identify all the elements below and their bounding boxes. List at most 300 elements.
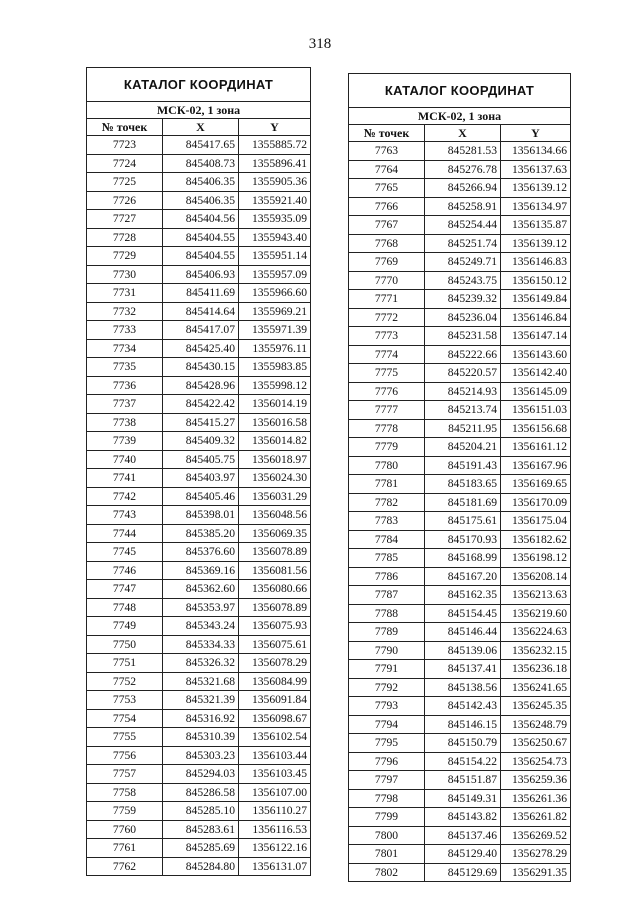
- x-coordinate-cell: 845417.65: [163, 136, 239, 155]
- point-number-cell: 7786: [349, 567, 425, 586]
- table-row: [349, 715, 571, 734]
- table-row: [87, 432, 311, 451]
- x-coordinate-cell: 845430.15: [163, 358, 239, 377]
- table-row: [87, 654, 311, 673]
- table-row: [87, 598, 311, 617]
- y-coordinate-cell: 1356156.68: [501, 419, 571, 438]
- y-coordinate-cell: 1356080.66: [239, 580, 311, 599]
- y-coordinate-cell: 1356078.89: [239, 543, 311, 562]
- y-coordinate-cell: 1356236.18: [501, 660, 571, 679]
- table-row: [87, 154, 311, 173]
- y-coordinate-cell: 1356091.84: [239, 691, 311, 710]
- y-coordinate-cell: 1355935.09: [239, 210, 311, 229]
- table-row: [349, 234, 571, 253]
- x-coordinate-cell: 845406.93: [163, 265, 239, 284]
- x-coordinate-cell: 845404.55: [163, 247, 239, 266]
- y-coordinate-cell: 1355969.21: [239, 302, 311, 321]
- y-coordinate-cell: 1356167.96: [501, 456, 571, 475]
- x-coordinate-cell: 845403.97: [163, 469, 239, 488]
- point-number-cell: 7729: [87, 247, 163, 266]
- table-row: [349, 216, 571, 235]
- point-number-cell: 7744: [87, 524, 163, 543]
- table-row: [87, 839, 311, 858]
- table-row: [87, 173, 311, 192]
- y-coordinate-cell: 1356110.27: [239, 802, 311, 821]
- x-coordinate-cell: 845139.06: [425, 641, 501, 660]
- x-coordinate-cell: 845150.79: [425, 734, 501, 753]
- y-coordinate-cell: 1356232.15: [501, 641, 571, 660]
- point-number-cell: 7736: [87, 376, 163, 395]
- y-coordinate-cell: 1356147.14: [501, 327, 571, 346]
- x-coordinate-cell: 845138.56: [425, 678, 501, 697]
- x-coordinate-cell: 845334.33: [163, 635, 239, 654]
- x-coordinate-cell: 845310.39: [163, 728, 239, 747]
- point-number-cell: 7798: [349, 789, 425, 808]
- y-coordinate-cell: 1356134.66: [501, 142, 571, 161]
- x-coordinate-cell: 845398.01: [163, 506, 239, 525]
- x-coordinate-cell: 845129.40: [425, 845, 501, 864]
- x-coordinate-cell: 845239.32: [425, 290, 501, 309]
- point-number-cell: 7778: [349, 419, 425, 438]
- table-row: [349, 475, 571, 494]
- x-coordinate-cell: 845266.94: [425, 179, 501, 198]
- x-coordinate-cell: 845408.73: [163, 154, 239, 173]
- point-number-cell: 7773: [349, 327, 425, 346]
- catalog-zone: МСК-02, 1 зона: [349, 108, 571, 125]
- x-coordinate-cell: 845276.78: [425, 160, 501, 179]
- catalog-zone: МСК-02, 1 зона: [87, 102, 311, 119]
- table-row: [349, 493, 571, 512]
- y-coordinate-cell: 1355983.85: [239, 358, 311, 377]
- point-number-cell: 7774: [349, 345, 425, 364]
- x-coordinate-cell: 845170.93: [425, 530, 501, 549]
- x-coordinate-cell: 845326.32: [163, 654, 239, 673]
- table-row: [87, 469, 311, 488]
- table-row: [349, 438, 571, 457]
- y-coordinate-cell: 1356261.36: [501, 789, 571, 808]
- point-number-cell: 7756: [87, 746, 163, 765]
- point-number-cell: 7797: [349, 771, 425, 790]
- table-row: [87, 617, 311, 636]
- y-coordinate-cell: 1356078.29: [239, 654, 311, 673]
- point-number-cell: 7765: [349, 179, 425, 198]
- x-coordinate-cell: 845137.46: [425, 826, 501, 845]
- point-number-cell: 7788: [349, 604, 425, 623]
- table-row: [349, 845, 571, 864]
- y-coordinate-cell: 1356024.30: [239, 469, 311, 488]
- point-number-cell: 7777: [349, 401, 425, 420]
- y-coordinate-cell: 1355957.09: [239, 265, 311, 284]
- table-row: [349, 327, 571, 346]
- table-row: [349, 604, 571, 623]
- x-coordinate-cell: 845251.74: [425, 234, 501, 253]
- column-header-point-number: № точек: [349, 125, 425, 142]
- y-coordinate-cell: 1356122.16: [239, 839, 311, 858]
- point-number-cell: 7739: [87, 432, 163, 451]
- point-number-cell: 7790: [349, 641, 425, 660]
- point-number-cell: 7796: [349, 752, 425, 771]
- table-row: [87, 321, 311, 340]
- y-coordinate-cell: 1356139.12: [501, 179, 571, 198]
- table-row: [349, 567, 571, 586]
- point-number-cell: 7745: [87, 543, 163, 562]
- table-row: [349, 697, 571, 716]
- x-coordinate-cell: 845417.07: [163, 321, 239, 340]
- coordinate-catalog-table: [348, 73, 571, 882]
- point-number-cell: 7761: [87, 839, 163, 858]
- catalog-title: КАТАЛОГ КООРДИНАТ: [87, 68, 311, 102]
- table-row: [349, 308, 571, 327]
- point-number-cell: 7802: [349, 863, 425, 882]
- table-row: [87, 450, 311, 469]
- y-coordinate-cell: 1356075.93: [239, 617, 311, 636]
- table-row: [87, 524, 311, 543]
- y-coordinate-cell: 1356131.07: [239, 857, 311, 876]
- y-coordinate-cell: 1356175.04: [501, 512, 571, 531]
- point-number-cell: 7746: [87, 561, 163, 580]
- point-number-cell: 7794: [349, 715, 425, 734]
- y-coordinate-cell: 1356143.60: [501, 345, 571, 364]
- point-number-cell: 7800: [349, 826, 425, 845]
- x-coordinate-cell: 845146.15: [425, 715, 501, 734]
- x-coordinate-cell: 845369.16: [163, 561, 239, 580]
- y-coordinate-cell: 1356107.00: [239, 783, 311, 802]
- point-number-cell: 7754: [87, 709, 163, 728]
- y-coordinate-cell: 1356134.97: [501, 197, 571, 216]
- point-number-cell: 7763: [349, 142, 425, 161]
- table-row: [87, 746, 311, 765]
- point-number-cell: 7752: [87, 672, 163, 691]
- y-coordinate-cell: 1355921.40: [239, 191, 311, 210]
- x-coordinate-cell: 845353.97: [163, 598, 239, 617]
- point-number-cell: 7781: [349, 475, 425, 494]
- y-coordinate-cell: 1356084.99: [239, 672, 311, 691]
- x-coordinate-cell: 845231.58: [425, 327, 501, 346]
- table-row: [87, 265, 311, 284]
- point-number-cell: 7760: [87, 820, 163, 839]
- point-number-cell: 7747: [87, 580, 163, 599]
- point-number-cell: 7735: [87, 358, 163, 377]
- x-coordinate-cell: 845168.99: [425, 549, 501, 568]
- point-number-cell: 7780: [349, 456, 425, 475]
- table-row: [87, 561, 311, 580]
- table-row: [349, 826, 571, 845]
- table-row: [349, 752, 571, 771]
- y-coordinate-cell: 1356014.19: [239, 395, 311, 414]
- y-coordinate-cell: 1356150.12: [501, 271, 571, 290]
- y-coordinate-cell: 1356069.35: [239, 524, 311, 543]
- y-coordinate-cell: 1356146.84: [501, 308, 571, 327]
- y-coordinate-cell: 1355943.40: [239, 228, 311, 247]
- table-row: [87, 857, 311, 876]
- x-coordinate-cell: 845294.03: [163, 765, 239, 784]
- y-coordinate-cell: 1356031.29: [239, 487, 311, 506]
- y-coordinate-cell: 1356219.60: [501, 604, 571, 623]
- table-row: [87, 820, 311, 839]
- point-number-cell: 7789: [349, 623, 425, 642]
- table-row: [87, 191, 311, 210]
- column-header-point-number: № точек: [87, 119, 163, 136]
- table-row: [87, 728, 311, 747]
- y-coordinate-cell: 1356146.83: [501, 253, 571, 272]
- point-number-cell: 7734: [87, 339, 163, 358]
- point-number-cell: 7741: [87, 469, 163, 488]
- table-row: [349, 530, 571, 549]
- y-coordinate-cell: 1356142.40: [501, 364, 571, 383]
- x-coordinate-cell: 845183.65: [425, 475, 501, 494]
- y-coordinate-cell: 1356241.65: [501, 678, 571, 697]
- y-coordinate-cell: 1355896.41: [239, 154, 311, 173]
- x-coordinate-cell: 845405.46: [163, 487, 239, 506]
- y-coordinate-cell: 1356078.89: [239, 598, 311, 617]
- column-header-x: X: [425, 125, 501, 142]
- table-row: [349, 789, 571, 808]
- y-coordinate-cell: 1356103.44: [239, 746, 311, 765]
- y-coordinate-cell: 1356048.56: [239, 506, 311, 525]
- x-coordinate-cell: 845243.75: [425, 271, 501, 290]
- table-row: [87, 802, 311, 821]
- x-coordinate-cell: 845343.24: [163, 617, 239, 636]
- point-number-cell: 7766: [349, 197, 425, 216]
- point-number-cell: 7791: [349, 660, 425, 679]
- catalog-title: КАТАЛОГ КООРДИНАТ: [349, 74, 571, 108]
- y-coordinate-cell: 1356169.65: [501, 475, 571, 494]
- x-coordinate-cell: 845151.87: [425, 771, 501, 790]
- y-coordinate-cell: 1355971.39: [239, 321, 311, 340]
- y-coordinate-cell: 1356149.84: [501, 290, 571, 309]
- point-number-cell: 7762: [87, 857, 163, 876]
- x-coordinate-cell: 845285.69: [163, 839, 239, 858]
- x-coordinate-cell: 845283.61: [163, 820, 239, 839]
- point-number-cell: 7725: [87, 173, 163, 192]
- x-coordinate-cell: 845254.44: [425, 216, 501, 235]
- x-coordinate-cell: 845411.69: [163, 284, 239, 303]
- y-coordinate-cell: 1356081.56: [239, 561, 311, 580]
- point-number-cell: 7733: [87, 321, 163, 340]
- y-coordinate-cell: 1356137.63: [501, 160, 571, 179]
- y-coordinate-cell: 1356248.79: [501, 715, 571, 734]
- table-row: [87, 709, 311, 728]
- x-coordinate-cell: 845143.82: [425, 808, 501, 827]
- point-number-cell: 7753: [87, 691, 163, 710]
- table-row: [349, 142, 571, 161]
- table-row: [349, 771, 571, 790]
- table-row: [87, 765, 311, 784]
- x-coordinate-cell: 845258.91: [425, 197, 501, 216]
- table-row: [349, 863, 571, 882]
- point-number-cell: 7768: [349, 234, 425, 253]
- table-row: [87, 543, 311, 562]
- x-coordinate-cell: 845204.21: [425, 438, 501, 457]
- table-row: [87, 487, 311, 506]
- x-coordinate-cell: 845414.64: [163, 302, 239, 321]
- x-coordinate-cell: 845213.74: [425, 401, 501, 420]
- x-coordinate-cell: 845191.43: [425, 456, 501, 475]
- table-row: [87, 339, 311, 358]
- point-number-cell: 7769: [349, 253, 425, 272]
- x-coordinate-cell: 845409.32: [163, 432, 239, 451]
- point-number-cell: 7783: [349, 512, 425, 531]
- y-coordinate-cell: 1355885.72: [239, 136, 311, 155]
- table-row: [349, 456, 571, 475]
- x-coordinate-cell: 845154.22: [425, 752, 501, 771]
- table-row: [87, 395, 311, 414]
- y-coordinate-cell: 1356075.61: [239, 635, 311, 654]
- x-coordinate-cell: 845385.20: [163, 524, 239, 543]
- y-coordinate-cell: 1356224.63: [501, 623, 571, 642]
- x-coordinate-cell: 845181.69: [425, 493, 501, 512]
- y-coordinate-cell: 1356278.29: [501, 845, 571, 864]
- x-coordinate-cell: 845214.93: [425, 382, 501, 401]
- point-number-cell: 7743: [87, 506, 163, 525]
- table-row: [87, 210, 311, 229]
- point-number-cell: 7727: [87, 210, 163, 229]
- table-row: [87, 506, 311, 525]
- y-coordinate-cell: 1356016.58: [239, 413, 311, 432]
- point-number-cell: 7782: [349, 493, 425, 512]
- table-row: [349, 419, 571, 438]
- point-number-cell: 7776: [349, 382, 425, 401]
- table-row: [349, 345, 571, 364]
- point-number-cell: 7748: [87, 598, 163, 617]
- x-coordinate-cell: 845129.69: [425, 863, 501, 882]
- point-number-cell: 7759: [87, 802, 163, 821]
- y-coordinate-cell: 1356291.35: [501, 863, 571, 882]
- y-coordinate-cell: 1356145.09: [501, 382, 571, 401]
- x-coordinate-cell: 845149.31: [425, 789, 501, 808]
- x-coordinate-cell: 845220.57: [425, 364, 501, 383]
- table-row: [349, 734, 571, 753]
- x-coordinate-cell: 845428.96: [163, 376, 239, 395]
- table-row: [87, 580, 311, 599]
- x-coordinate-cell: 845376.60: [163, 543, 239, 562]
- y-coordinate-cell: 1356261.82: [501, 808, 571, 827]
- y-coordinate-cell: 1356161.12: [501, 438, 571, 457]
- y-coordinate-cell: 1355998.12: [239, 376, 311, 395]
- point-number-cell: 7775: [349, 364, 425, 383]
- point-number-cell: 7728: [87, 228, 163, 247]
- point-number-cell: 7737: [87, 395, 163, 414]
- x-coordinate-cell: 845249.71: [425, 253, 501, 272]
- table-row: [349, 678, 571, 697]
- point-number-cell: 7738: [87, 413, 163, 432]
- y-coordinate-cell: 1356182.62: [501, 530, 571, 549]
- x-coordinate-cell: 845303.23: [163, 746, 239, 765]
- x-coordinate-cell: 845285.10: [163, 802, 239, 821]
- x-coordinate-cell: 845286.58: [163, 783, 239, 802]
- table-row: [349, 623, 571, 642]
- y-coordinate-cell: 1356102.54: [239, 728, 311, 747]
- table-row: [87, 284, 311, 303]
- table-row: [87, 247, 311, 266]
- point-number-cell: 7723: [87, 136, 163, 155]
- table-row: [349, 197, 571, 216]
- point-number-cell: 7787: [349, 586, 425, 605]
- y-coordinate-cell: 1356135.87: [501, 216, 571, 235]
- table-row: [349, 179, 571, 198]
- table-row: [349, 160, 571, 179]
- y-coordinate-cell: 1356245.35: [501, 697, 571, 716]
- point-number-cell: 7764: [349, 160, 425, 179]
- y-coordinate-cell: 1355951.14: [239, 247, 311, 266]
- point-number-cell: 7750: [87, 635, 163, 654]
- point-number-cell: 7793: [349, 697, 425, 716]
- column-header-x: X: [163, 119, 239, 136]
- table-row: [349, 586, 571, 605]
- point-number-cell: 7785: [349, 549, 425, 568]
- x-coordinate-cell: 845422.42: [163, 395, 239, 414]
- table-row: [87, 358, 311, 377]
- point-number-cell: 7771: [349, 290, 425, 309]
- y-coordinate-cell: 1356103.45: [239, 765, 311, 784]
- table-row: [87, 635, 311, 654]
- point-number-cell: 7755: [87, 728, 163, 747]
- y-coordinate-cell: 1356254.73: [501, 752, 571, 771]
- y-coordinate-cell: 1356018.97: [239, 450, 311, 469]
- point-number-cell: 7784: [349, 530, 425, 549]
- table-row: [349, 382, 571, 401]
- x-coordinate-cell: 845405.75: [163, 450, 239, 469]
- coordinate-catalog-table: [86, 67, 311, 876]
- y-coordinate-cell: 1356098.67: [239, 709, 311, 728]
- table-row: [87, 672, 311, 691]
- table-row: [87, 691, 311, 710]
- table-row: [349, 549, 571, 568]
- x-coordinate-cell: 845362.60: [163, 580, 239, 599]
- point-number-cell: 7758: [87, 783, 163, 802]
- point-number-cell: 7772: [349, 308, 425, 327]
- point-number-cell: 7767: [349, 216, 425, 235]
- point-number-cell: 7724: [87, 154, 163, 173]
- y-coordinate-cell: 1356269.52: [501, 826, 571, 845]
- x-coordinate-cell: 845162.35: [425, 586, 501, 605]
- x-coordinate-cell: 845142.43: [425, 697, 501, 716]
- column-header-y: Y: [501, 125, 571, 142]
- x-coordinate-cell: 845167.20: [425, 567, 501, 586]
- x-coordinate-cell: 845175.61: [425, 512, 501, 531]
- table-row: [349, 253, 571, 272]
- y-coordinate-cell: 1355976.11: [239, 339, 311, 358]
- x-coordinate-cell: 845137.41: [425, 660, 501, 679]
- table-row: [349, 401, 571, 420]
- point-number-cell: 7751: [87, 654, 163, 673]
- point-number-cell: 7732: [87, 302, 163, 321]
- point-number-cell: 7726: [87, 191, 163, 210]
- point-number-cell: 7792: [349, 678, 425, 697]
- page-number: 318: [308, 36, 332, 52]
- x-coordinate-cell: 845425.40: [163, 339, 239, 358]
- table-row: [87, 302, 311, 321]
- table-row: [87, 228, 311, 247]
- point-number-cell: 7757: [87, 765, 163, 784]
- y-coordinate-cell: 1355966.60: [239, 284, 311, 303]
- table-row: [87, 136, 311, 155]
- table-row: [349, 512, 571, 531]
- x-coordinate-cell: 845284.80: [163, 857, 239, 876]
- table-row: [349, 660, 571, 679]
- point-number-cell: 7779: [349, 438, 425, 457]
- x-coordinate-cell: 845415.27: [163, 413, 239, 432]
- x-coordinate-cell: 845404.55: [163, 228, 239, 247]
- y-coordinate-cell: 1356116.53: [239, 820, 311, 839]
- y-coordinate-cell: 1356208.14: [501, 567, 571, 586]
- table-row: [349, 641, 571, 660]
- x-coordinate-cell: 845406.35: [163, 191, 239, 210]
- x-coordinate-cell: 845404.56: [163, 210, 239, 229]
- column-header-y: Y: [239, 119, 311, 136]
- point-number-cell: 7801: [349, 845, 425, 864]
- point-number-cell: 7730: [87, 265, 163, 284]
